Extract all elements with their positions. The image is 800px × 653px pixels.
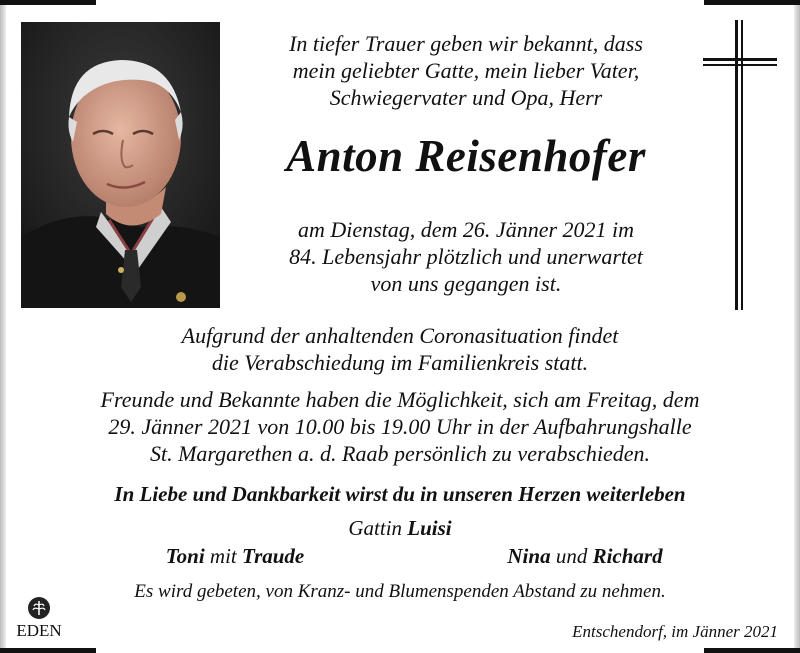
portrait-photo	[21, 22, 220, 308]
family-left-join: mit	[209, 544, 237, 568]
spouse-line	[20, 515, 780, 541]
intro-line-2: mein geliebter Gatte, mein lieber Vater,	[292, 58, 640, 83]
death-announcement	[228, 216, 704, 297]
death-line-3: von uns gegangen ist.	[370, 271, 562, 296]
family-right-name-1: Nina	[507, 544, 551, 568]
family-right-join: und	[555, 544, 588, 568]
family-right	[450, 543, 720, 569]
frame-bar-top-left	[0, 0, 96, 5]
death-line-1: am Dienstag, dem 26. Jänner 2021 im	[297, 217, 635, 242]
intro-line-1: In tiefer Trauer geben wir bekannt, dass	[289, 31, 643, 56]
place-date: Entschendorf, im Jänner 2021	[572, 622, 778, 641]
frame-bar-top-right	[704, 0, 800, 5]
visit-line-2: 29. Jänner 2021 von 10.00 bis 19.00 Uhr in der Aufbahrungshalle	[108, 414, 692, 439]
family-left-name-2: Traude	[242, 544, 305, 568]
spouse-prefix: Gattin	[348, 516, 403, 540]
tree-icon	[28, 597, 50, 619]
family-right-name-2: Richard	[592, 544, 663, 568]
frame-bar-bottom-right	[704, 648, 800, 653]
donation-notice: Es wird gebeten, von Kranz- und Blumenspenden Abstand zu nehmen.	[134, 581, 666, 602]
intro-text	[228, 30, 704, 111]
spouse-name: Luisi	[407, 516, 452, 540]
death-line-2: 84. Lebensjahr plötzlich und unerwartet	[289, 244, 643, 269]
intro-line-3: Schwiegervater und Opa, Herr	[329, 85, 603, 110]
logo-text: EDEN	[16, 621, 62, 640]
family-left	[100, 543, 370, 569]
family-left-name-1: Toni	[165, 544, 205, 568]
right-frame-edge	[794, 0, 800, 653]
visit-line-3: St. Margarethen a. d. Raab persönlich zu verabschieden.	[149, 441, 650, 466]
visitation-info	[20, 386, 780, 467]
cross-icon	[703, 20, 777, 310]
eden-logo	[10, 597, 68, 645]
corona-line-2: die Verabschiedung im Familienkreis statt.	[211, 350, 589, 375]
visit-line-1: Freunde und Bekannte haben die Möglichkeit, sich am Freitag, dem	[100, 387, 700, 412]
left-frame-edge	[0, 0, 6, 653]
corona-notice	[60, 322, 740, 376]
deceased-name: Anton Reisenhofer	[286, 131, 646, 181]
memorial-motto: In Liebe und Dankbarkeit wirst du in unseren Herzen weiterleben	[114, 482, 686, 506]
corona-line-1: Aufgrund der anhaltenden Coronasituation findet	[181, 323, 619, 348]
frame-bar-bottom-left	[0, 648, 96, 653]
